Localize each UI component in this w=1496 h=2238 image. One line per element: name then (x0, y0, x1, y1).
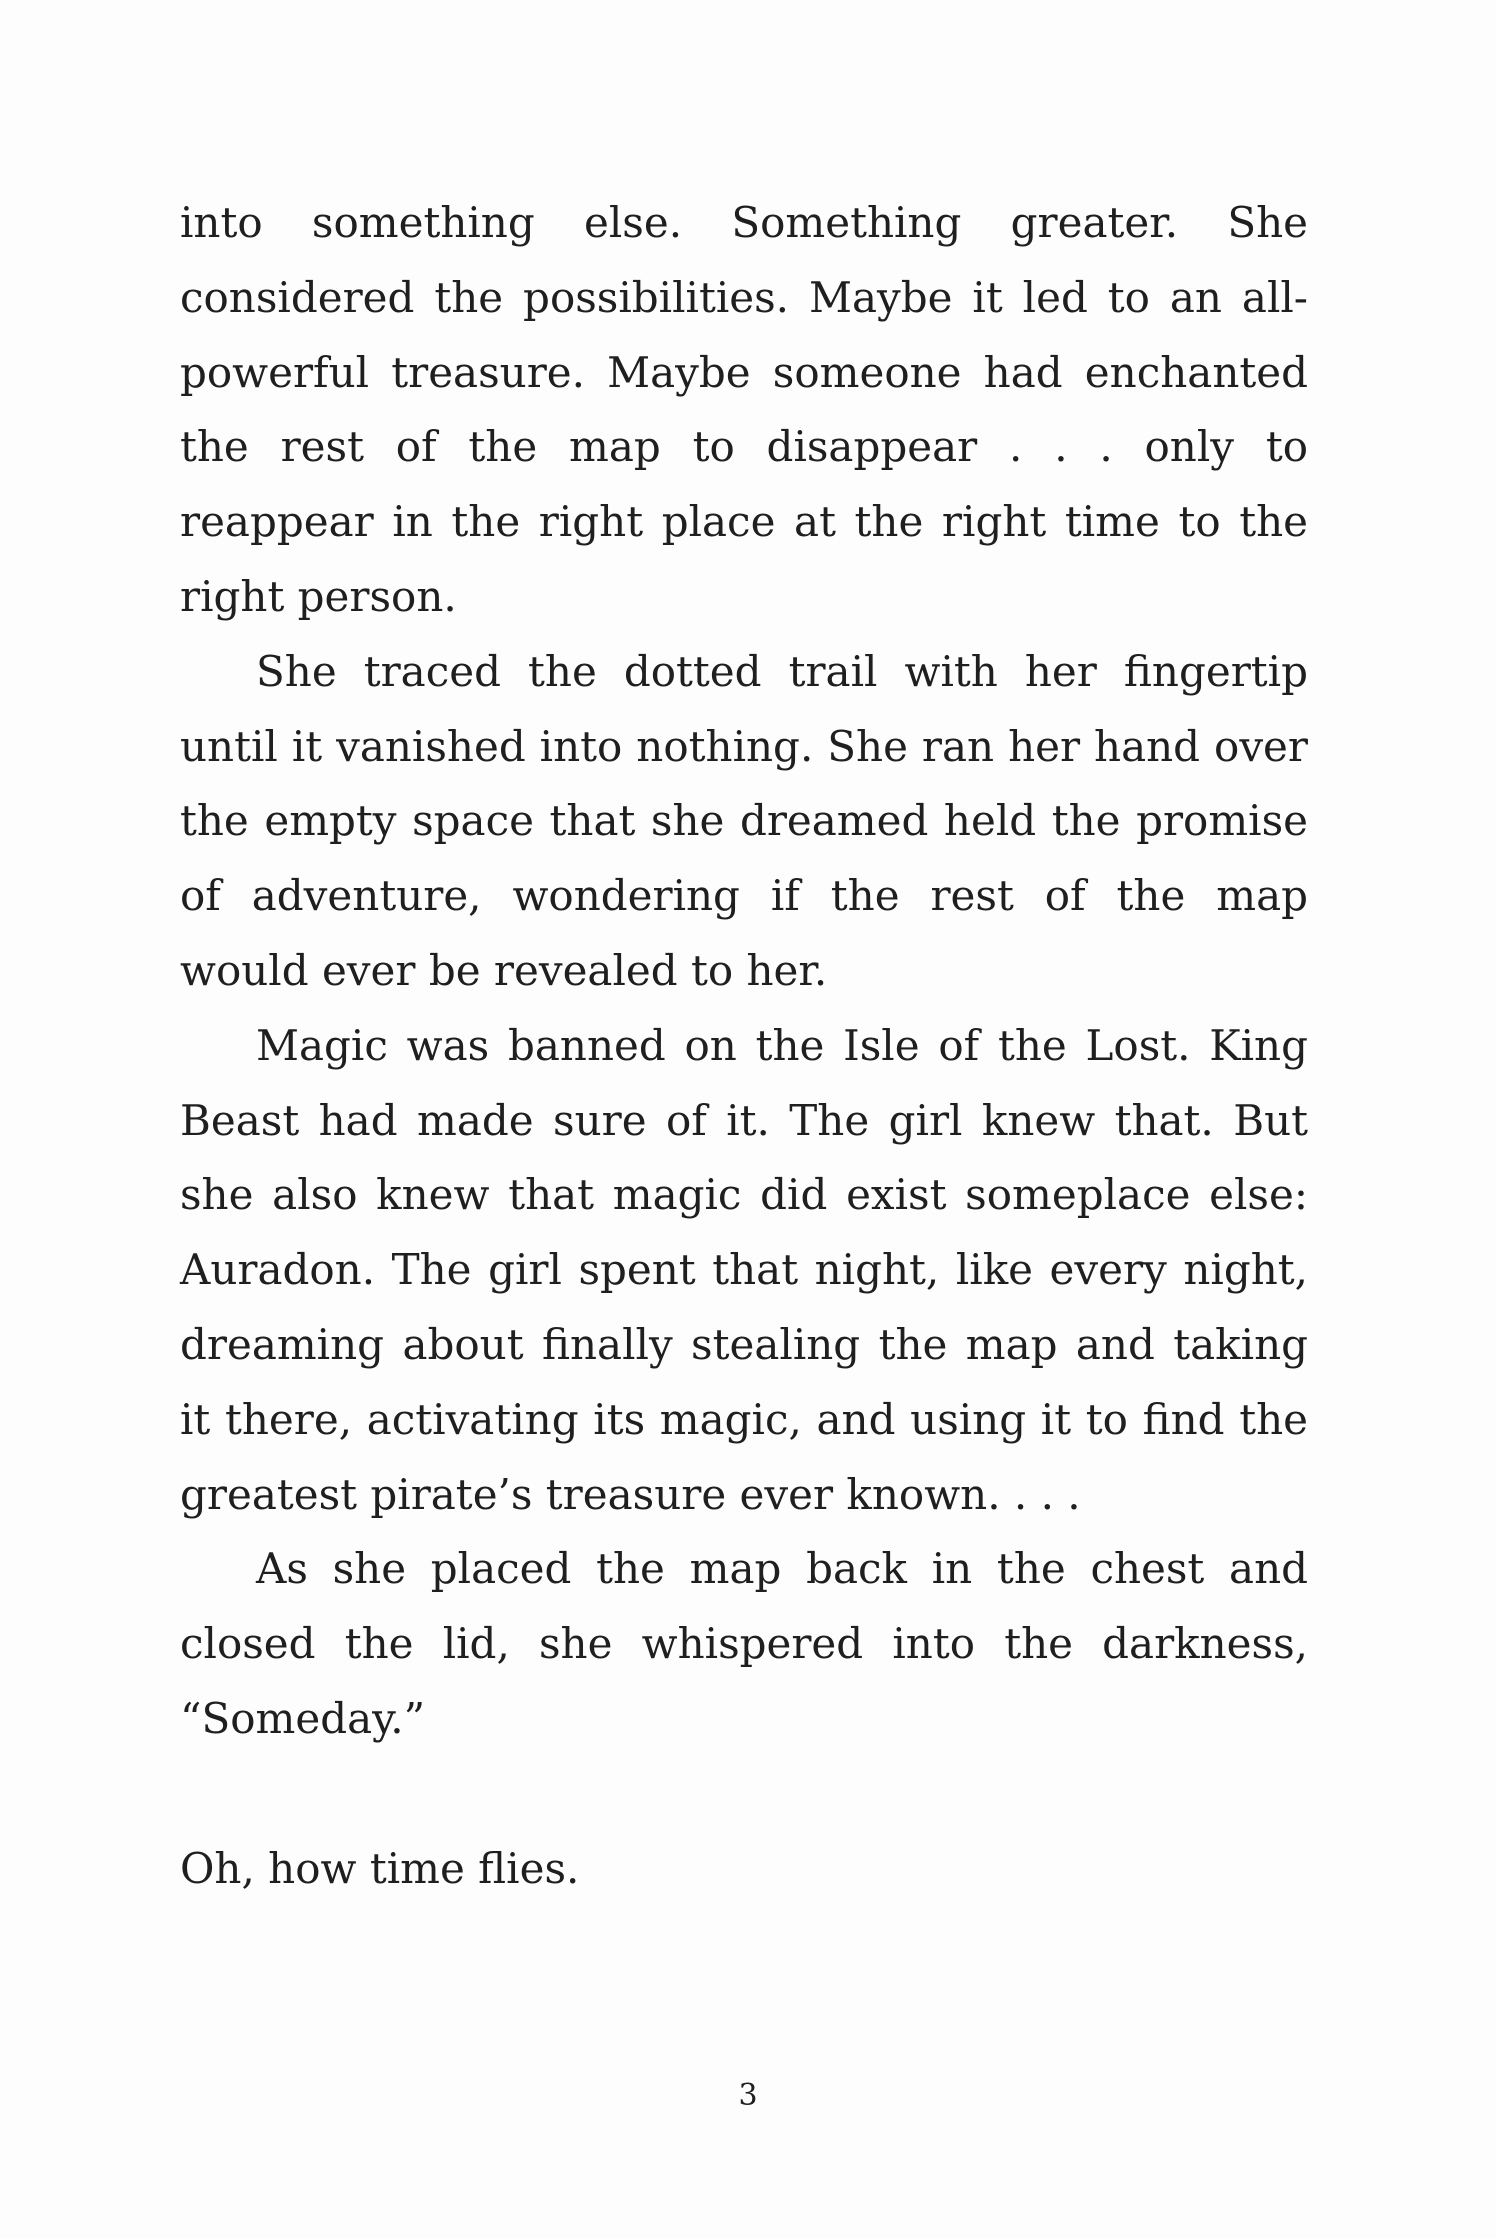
paragraph-time-flies: Oh, how time flies. (180, 1843, 580, 1893)
paragraph-someday: As she placed the map back in the chest and closed the lid, she whispered into the darkness, “Someday.” (180, 1544, 1308, 1743)
paragraph-magic-banned: Magic was banned on the Isle of the Lost. King Beast had made sure of it. The girl knew that. But she also knew that magic did exist someplace else: Auradon. The girl spent that night, like every night, dreaming about finally stealing the map and taking it there, activating its magic, and using it to find the greatest pirate’s treasure ever known. . . . (180, 1020, 1308, 1519)
body-text (180, 186, 1308, 1906)
paragraph-continuation: into something else. Something greater. She considered the possibilities. Maybe it led to an all-powerful treasure. Maybe someone had enchanted the rest of the map to disappear . . . only to reappear in the right place at the right time to the right person. (180, 198, 1308, 621)
paragraph-traced-trail: She traced the dotted trail with her fingertip until it vanished into nothing. She ran her hand over the empty space that she dreamed held the promise of adventure, wondering if the rest of the map would ever be revealed to her. (180, 646, 1308, 995)
page-number: 3 (738, 2078, 758, 2113)
